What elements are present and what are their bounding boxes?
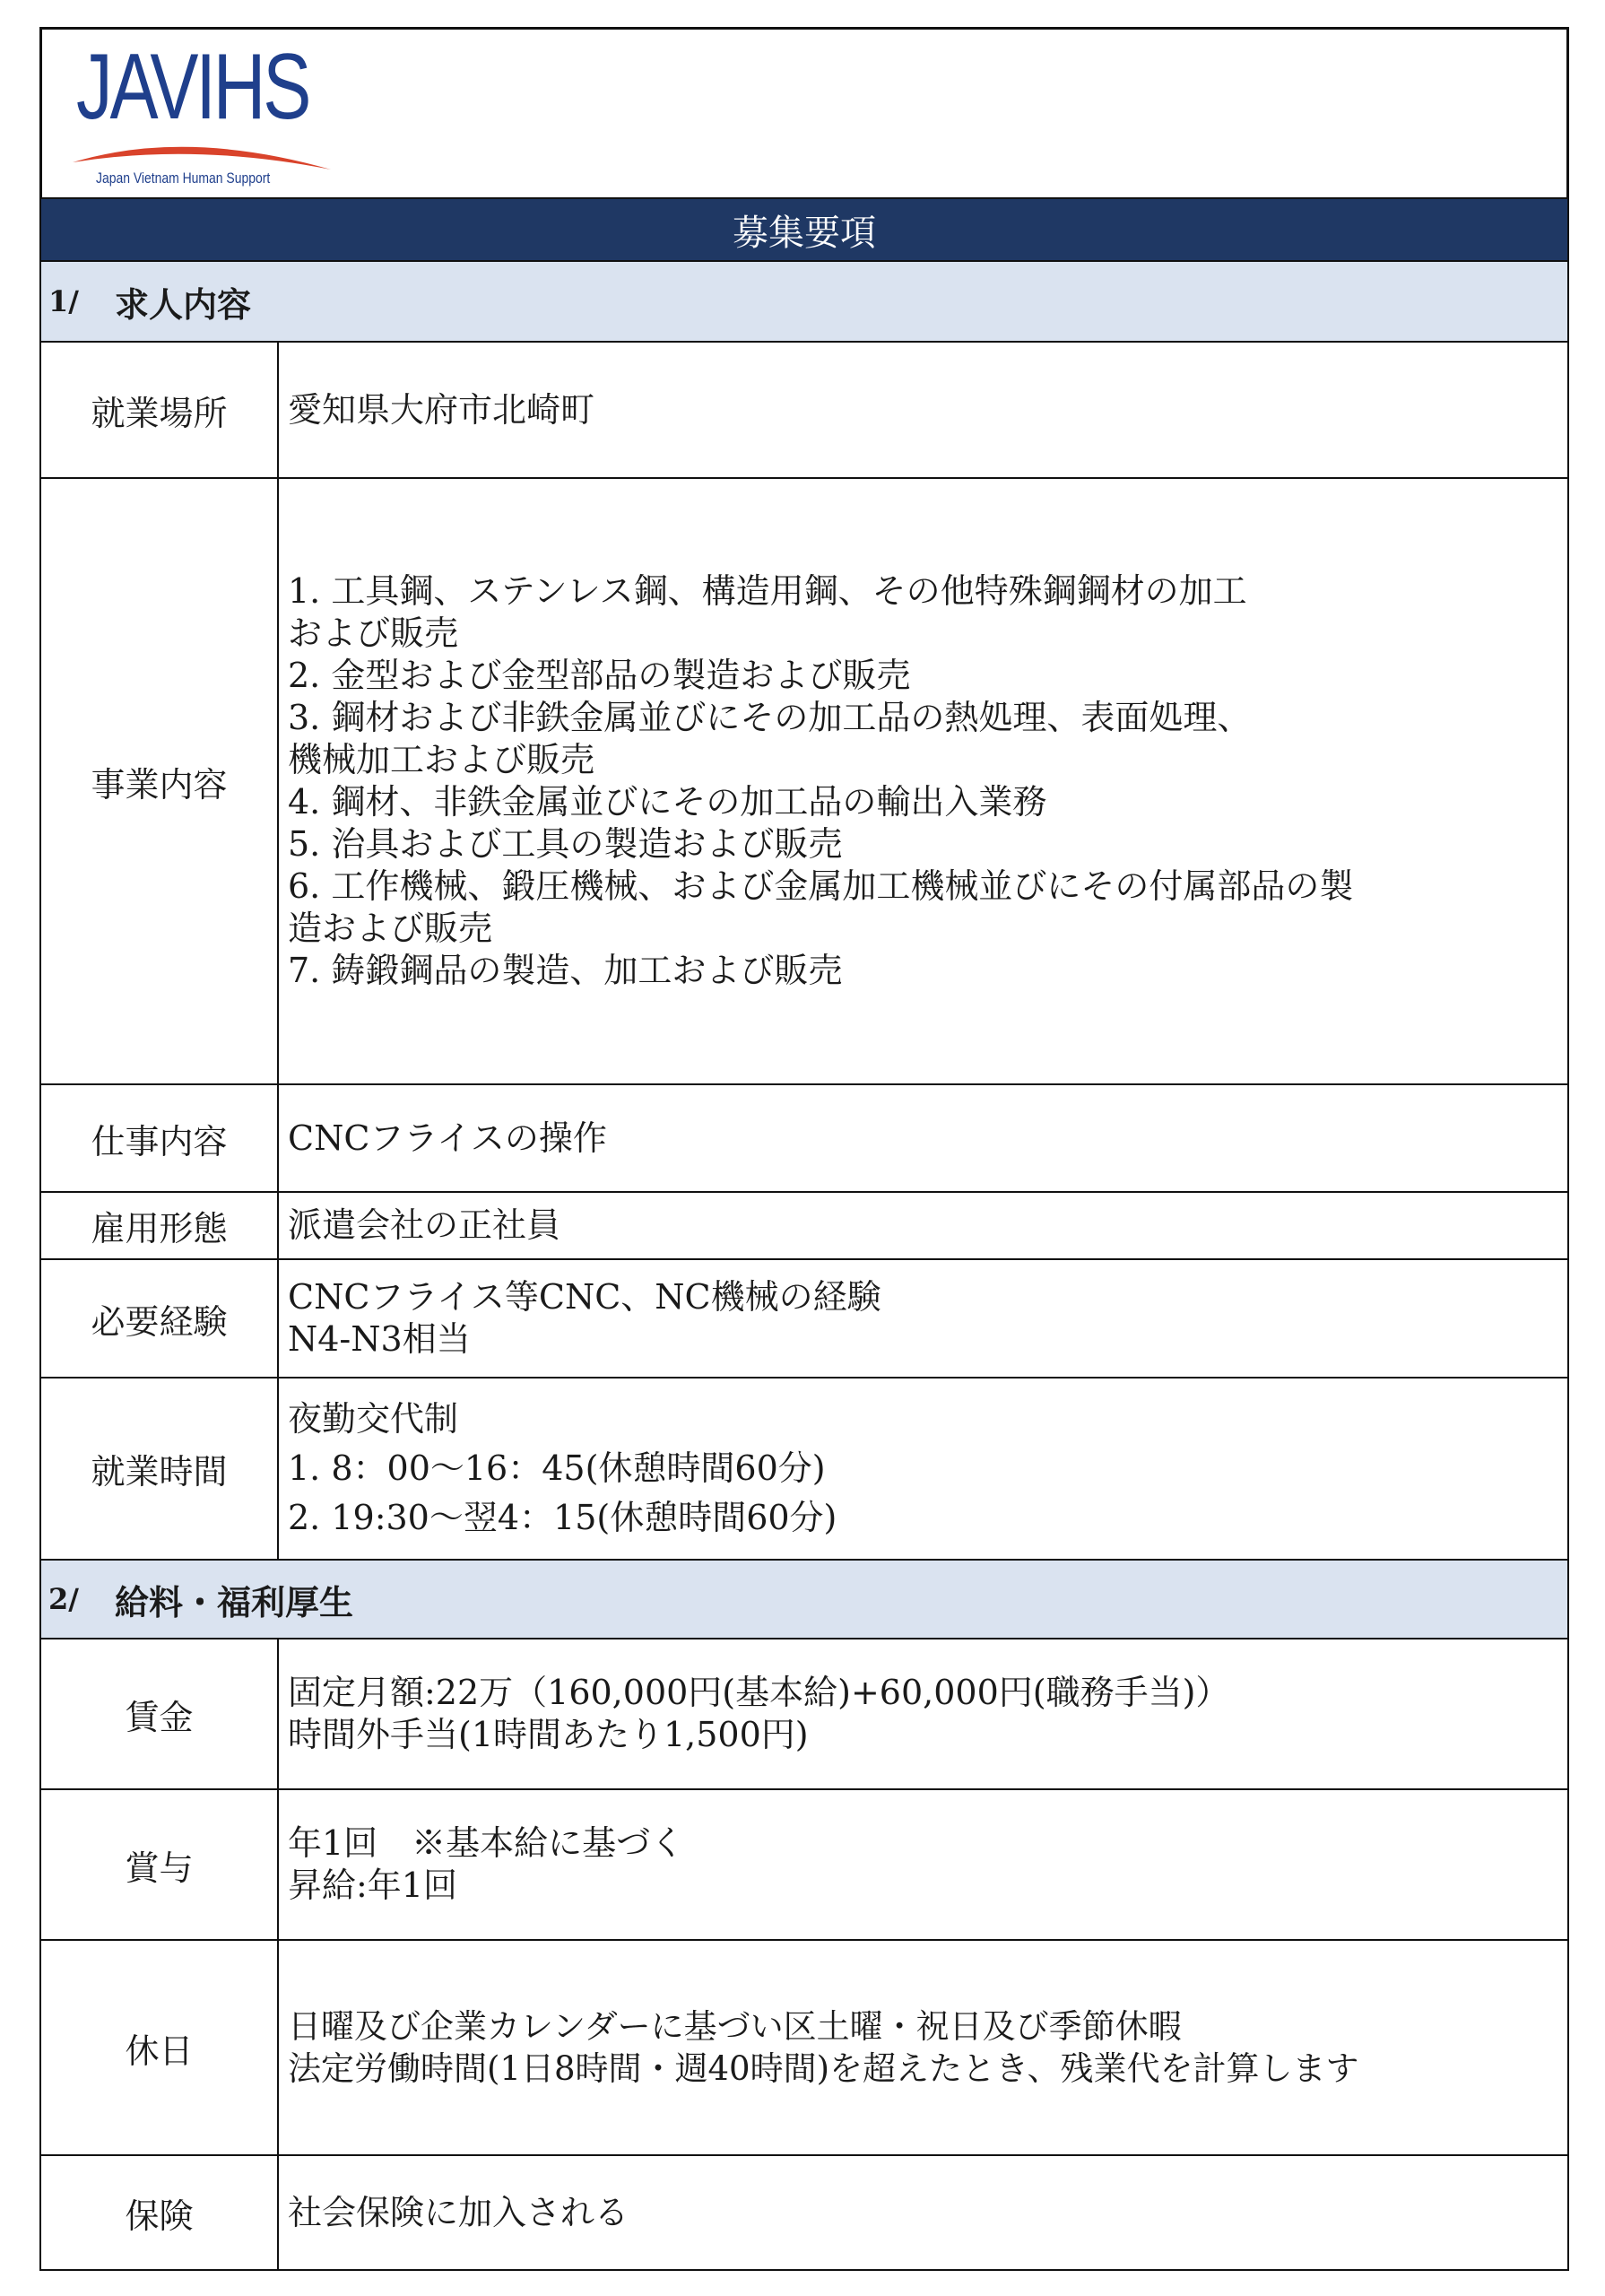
row-value (279, 1193, 1567, 1258)
row-bonus (39, 1790, 1569, 1941)
value-line: 派遣会社の正社員 (288, 1205, 561, 1245)
row-value (279, 343, 1567, 477)
value-line: 時間外手当(1時間あたり1,500円) (288, 1715, 809, 1754)
value-line: 愛知県大府市北崎町 (288, 389, 595, 430)
value-line: 機械加工および販売 (288, 740, 595, 779)
row-working-hours (39, 1378, 1569, 1561)
header (39, 27, 1569, 197)
row-value (279, 1260, 1567, 1377)
section-header-salary (39, 1561, 1569, 1639)
row-value (279, 1639, 1567, 1788)
row-label: 賃金 (41, 1639, 279, 1788)
row-value (279, 2156, 1567, 2269)
company-logo (69, 35, 338, 191)
row-job-description (39, 1085, 1569, 1193)
value-line: 日曜及び企業カレンダーに基づい区土曜・祝日及び季節休暇 (288, 2007, 1182, 2046)
row-value (279, 479, 1567, 1083)
value-line: 6. 工作機械、鍛圧機械、および金属加工機械並びにその付属部品の製 (288, 866, 1354, 906)
value-line: 3. 鋼材および非鉄金属並びにその加工品の熱処理、表面処理、 (288, 698, 1252, 737)
value-line: 2. 金型および金型部品の製造および販売 (288, 656, 911, 695)
row-label: 事業内容 (41, 479, 279, 1083)
value-line: 造および販売 (288, 909, 493, 948)
job-sheet (39, 27, 1569, 2271)
row-label: 仕事内容 (41, 1085, 279, 1191)
value-line: CNCフライスの操作 (288, 1118, 607, 1158)
section-title: 給料・福利厚生 (114, 1581, 353, 1622)
value-line: 年1回 ※基本給に基づく (288, 1823, 685, 1863)
value-line: 5. 治具および工具の製造および販売 (288, 824, 843, 864)
section-header-job (39, 262, 1569, 343)
value-line: および販売 (288, 613, 459, 653)
row-label: 賞与 (41, 1790, 279, 1939)
row-value (279, 1941, 1567, 2154)
logo-wordmark: JAVIHS (76, 35, 309, 139)
row-wage (39, 1639, 1569, 1790)
logo-tagline: Japan Vietnam Human Support (96, 170, 271, 187)
row-label: 休日 (41, 1941, 279, 2154)
value-line: 1. 工具鋼、ステンレス鋼、構造用鋼、その他特殊鋼鋼材の加工 (288, 571, 1247, 611)
section-title: 求人内容 (114, 283, 251, 325)
logo-arc-icon (69, 35, 338, 191)
section-number: 2/ (48, 1582, 79, 1616)
row-label: 就業場所 (41, 343, 279, 477)
row-label: 保険 (41, 2156, 279, 2269)
row-employment-type (39, 1193, 1569, 1260)
value-line: 4. 鋼材、非鉄金属並びにその加工品の輸出入業務 (288, 782, 1047, 822)
row-value (279, 1790, 1567, 1939)
value-line: CNCフライス等CNC、NC機械の経験 (288, 1277, 881, 1317)
value-line: 固定月額:22万（160,000円(基本給)+60,000円(職務手当)） (288, 1673, 1230, 1712)
page-title: 募集要項 (39, 197, 1569, 262)
row-business (39, 479, 1569, 1085)
value-line: 2. 19:30～翌4：15(休憩時間60分) (288, 1498, 837, 1537)
row-holidays (39, 1941, 1569, 2156)
value-line: 昇給:年1回 (288, 1866, 457, 1905)
row-value (279, 1085, 1567, 1191)
row-value (279, 1378, 1567, 1559)
row-label: 就業時間 (41, 1378, 279, 1559)
row-required-experience (39, 1260, 1569, 1378)
row-work-location (39, 343, 1569, 479)
row-label: 雇用形態 (41, 1193, 279, 1258)
row-insurance (39, 2156, 1569, 2271)
value-line: 1. 8：00～16：45(休憩時間60分) (288, 1448, 826, 1488)
value-line: 社会保険に加入される (288, 2192, 629, 2232)
value-line: 法定労働時間(1日8時間・週40時間)を超えたとき、残業代を計算します (288, 2049, 1359, 2088)
value-line: N4-N3相当 (288, 1319, 471, 1359)
section-number: 1/ (48, 284, 79, 318)
value-line: 7. 鋳鍛鋼品の製造、加工および販売 (288, 951, 843, 990)
value-line: 夜勤交代制 (288, 1399, 459, 1439)
row-label: 必要経験 (41, 1260, 279, 1377)
